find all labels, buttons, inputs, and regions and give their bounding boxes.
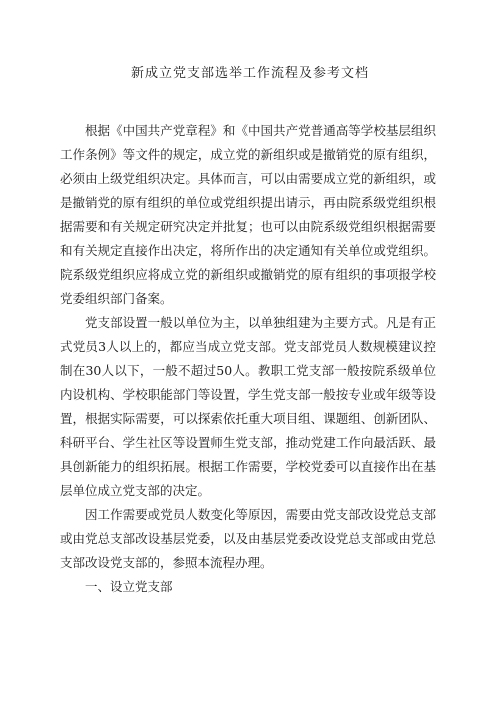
- paragraph-3: 因工作需要或党员人数变化等原因，需要由党支部改设党总支部或由党总支部改设基层党委，以及由基层党委改设党总支部或由党总支部改设党支部的，参照本流程办理。: [60, 507, 436, 570]
- document-body: [60, 119, 436, 599]
- document-title: 新成立党支部选举工作流程及参考文档: [130, 66, 369, 81]
- paragraph-2: 党支部设置一般以单位为主，以单独组建为主要方式。凡是有正式党员3人以上的，都应当成立党支部。党支部党员人数规模建议控制在30人以下，一般不超过50人。教职工党支部一般按院系级单位内设机构、学校职能部门等设置，学生党支部一般按专业或年级等设置，根据实际需要，可以探索依托重大项目组、课题组、创新团队、科研平台、学生社区等设置师生党支部，推动党建工作向最活跃、最具创新能力的组织拓展。根据工作需要，学校党委可以直接作出在基层单位成立党支部的决定。: [60, 315, 436, 498]
- paragraph-1: 根据《中国共产党章程》和《中国共产党普通高等学校基层组织工作条例》等文件的规定，成立党的新组织或是撤销党的原有组织，必须由上级党组织决定。具体而言，可以由需要成立党的新组织，或是撤销党的原有组织的单位或党组织提出请示，再由院系级党组织根据需要和有关规定研究决定并批复；也可以由院系级党组织根据需要和有关规定直接作出决定，将所作出的决定通知有关单位或党组织。院系级党组织应将成立党的新组织或撤销党的原有组织的事项报学校党委组织部门备案。: [60, 123, 436, 306]
- section-heading: 一、设立党支部: [85, 579, 173, 594]
